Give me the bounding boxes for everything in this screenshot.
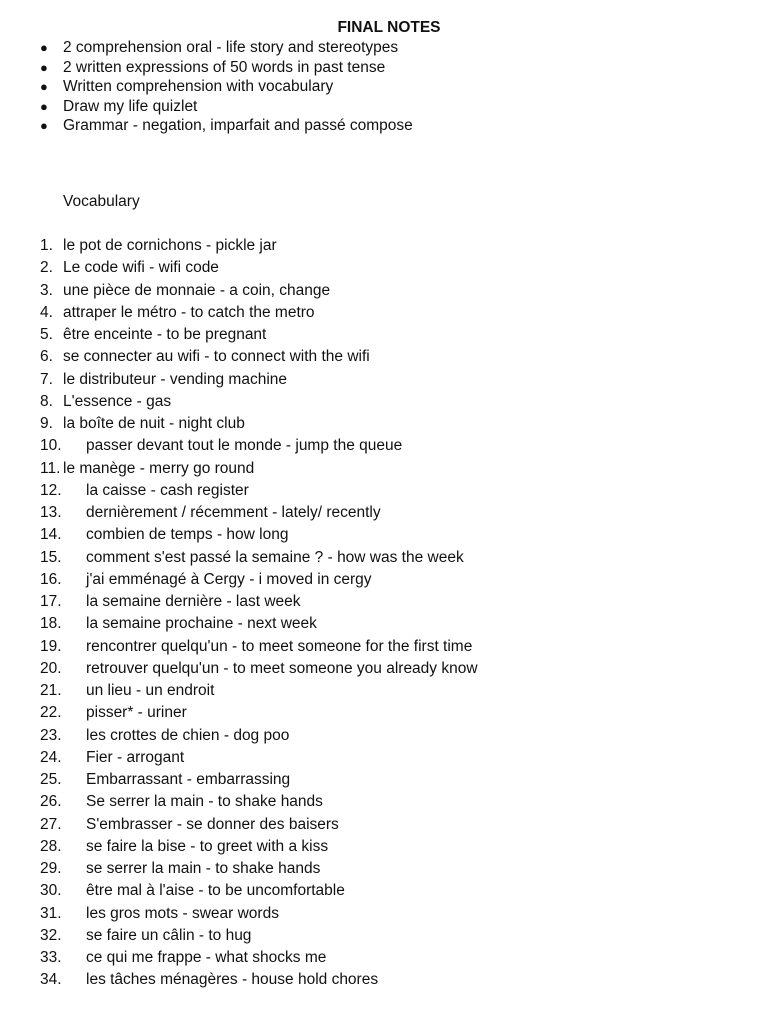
bullet-text: 2 written expressions of 50 words in past tense xyxy=(63,58,386,76)
vocabulary-heading: Vocabulary xyxy=(63,193,140,210)
vocab-number: 1. xyxy=(40,237,53,254)
vocab-entry: L'essence - gas xyxy=(63,392,172,410)
vocab-number: 31. xyxy=(40,904,62,922)
vocab-number: 33. xyxy=(40,949,62,966)
vocab-entry: combien de temps - how long xyxy=(86,526,289,544)
vocab-entry: la semaine dernière - last week xyxy=(86,593,301,610)
vocab-number: 29. xyxy=(40,860,62,877)
bullet-icon: ● xyxy=(40,79,48,94)
vocab-entry: S'embrasser - se donner des baisers xyxy=(86,815,339,833)
bullet-icon: ● xyxy=(40,40,48,55)
vocab-number: 7. xyxy=(40,370,53,388)
vocab-entry: être enceinte - to be pregnant xyxy=(63,326,267,343)
vocab-entry: se faire un câlin - to hug xyxy=(86,926,252,944)
vocab-entry: les tâches ménagères - house hold chores xyxy=(86,971,379,989)
vocab-number: 16. xyxy=(40,570,62,588)
vocab-number: 24. xyxy=(40,748,62,766)
bullet-icon: ● xyxy=(40,59,48,75)
vocab-entry: un lieu - un endroit xyxy=(86,682,215,699)
vocab-number: 11. xyxy=(40,459,61,477)
vocab-entry: être mal à l'aise - to be uncomfortable xyxy=(86,882,345,900)
vocab-entry: les crottes de chien - dog poo xyxy=(86,726,290,744)
vocab-number: 8. xyxy=(40,392,53,410)
vocab-entry: rencontrer quelqu'un - to meet someone for the first time xyxy=(86,637,473,655)
vocab-number: 21. xyxy=(40,682,62,699)
vocab-entry: Fier - arrogant xyxy=(86,748,185,766)
vocab-entry: la boîte de nuit - night club xyxy=(63,415,245,432)
vocab-entry: une pièce de monnaie - a coin, change xyxy=(63,281,331,299)
vocab-number: 4. xyxy=(40,303,53,321)
vocab-entry: dernièrement / récemment - lately/ recently xyxy=(86,504,381,521)
bullet-icon: ● xyxy=(40,98,48,114)
vocab-entry: le manège - merry go round xyxy=(63,459,255,477)
vocab-number: 10. xyxy=(40,437,62,455)
vocab-number: 6. xyxy=(40,348,53,366)
bullet-text: Grammar - negation, imparfait and passé compose xyxy=(63,117,413,134)
vocab-number: 2. xyxy=(40,259,53,277)
vocab-entry: Le code wifi - wifi code xyxy=(63,259,219,277)
bullet-icon: ● xyxy=(40,118,48,133)
vocab-entry: pisser* - uriner xyxy=(86,704,187,722)
vocab-entry: retrouver quelqu'un - to meet someone you already know xyxy=(86,659,478,677)
vocab-number: 13. xyxy=(40,504,62,521)
vocab-entry: passer devant tout le monde - jump the queue xyxy=(86,437,403,455)
vocab-entry: attraper le métro - to catch the metro xyxy=(63,303,315,321)
vocab-entry: j'ai emménagé à Cergy - i moved in cergy xyxy=(86,570,372,588)
vocab-number: 12. xyxy=(40,481,62,499)
vocab-entry: comment s'est passé la semaine ? - how was the week xyxy=(86,548,464,566)
vocab-number: 9. xyxy=(40,415,53,432)
vocab-number: 26. xyxy=(40,793,62,811)
bullet-text: Draw my life quizlet xyxy=(63,97,198,115)
vocab-number: 22. xyxy=(40,704,62,722)
vocab-entry: se serrer la main - to shake hands xyxy=(86,860,321,877)
vocab-entry: ce qui me frappe - what shocks me xyxy=(86,949,327,966)
vocab-number: 18. xyxy=(40,615,62,633)
vocab-number: 17. xyxy=(40,593,62,610)
vocab-entry: la caisse - cash register xyxy=(86,481,249,499)
vocab-entry: Embarrassant - embarrassing xyxy=(86,771,291,788)
vocab-entry: se faire la bise - to greet with a kiss xyxy=(86,837,329,855)
vocab-number: 20. xyxy=(40,659,62,677)
vocab-entry: Se serrer la main - to shake hands xyxy=(86,793,323,811)
vocab-number: 5. xyxy=(40,326,53,343)
vocab-number: 19. xyxy=(40,637,62,655)
vocab-entry: le distributeur - vending machine xyxy=(63,370,288,388)
vocab-entry: se connecter au wifi - to connect with the wifi xyxy=(63,348,370,366)
vocab-entry: la semaine prochaine - next week xyxy=(86,615,317,633)
vocab-number: 23. xyxy=(40,726,62,744)
vocab-entry: le pot de cornichons - pickle jar xyxy=(63,237,277,254)
bullet-text: 2 comprehension oral - life story and stereotypes xyxy=(63,39,399,56)
vocab-number: 25. xyxy=(40,771,62,788)
vocab-number: 15. xyxy=(40,548,62,566)
page-title: FINAL NOTES xyxy=(337,19,441,36)
vocab-number: 28. xyxy=(40,837,62,855)
vocab-entry: les gros mots - swear words xyxy=(86,904,279,922)
vocab-number: 14. xyxy=(40,526,62,544)
vocab-number: 3. xyxy=(40,281,53,299)
vocab-number: 32. xyxy=(40,926,62,944)
vocab-number: 27. xyxy=(40,815,62,833)
vocab-number: 34. xyxy=(40,971,62,989)
bullet-text: Written comprehension with vocabulary xyxy=(63,78,334,95)
vocab-number: 30. xyxy=(40,882,62,900)
